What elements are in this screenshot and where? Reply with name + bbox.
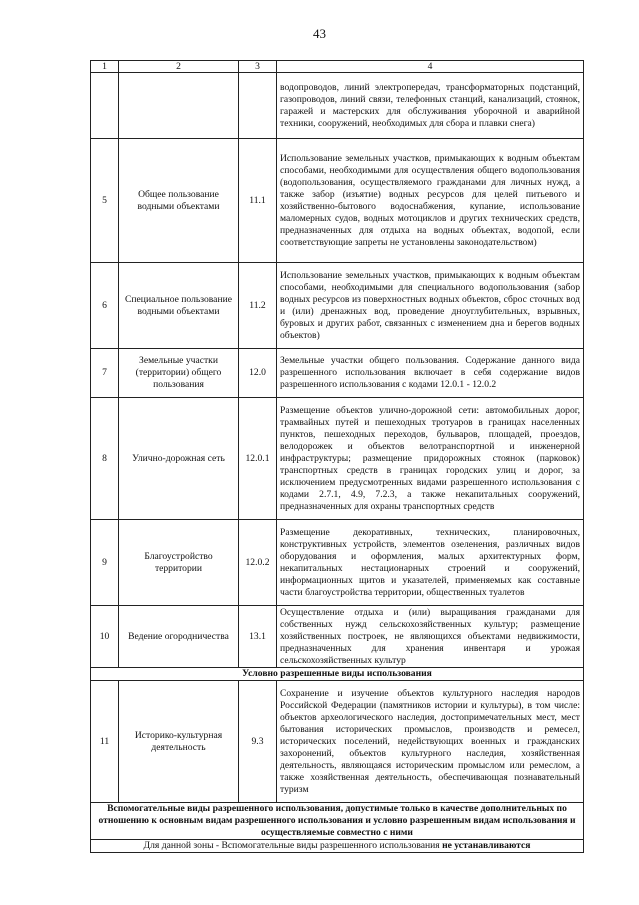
use-name: Общее пользование водными объектами: [119, 139, 239, 263]
use-name: Историко-культурная деятельность: [119, 681, 239, 803]
use-name: Улично-дорожная сеть: [119, 398, 239, 520]
header-col-4: 4: [277, 61, 584, 73]
auxiliary-section-title: Вспомогательные виды разрешенного использования, допустимые только в качестве дополнительных по отношению к основным видам разрешенного использования и условно разрешенным видам использования и осуществляемые совместно с ними: [91, 803, 584, 840]
use-description: Размещение объектов улично-дорожной сети: автомобильных дорог, трамвайных путей и пешеходных тротуаров в границах населенных пунктов, пешеходных переходов, бульваров, площадей, проездов, велодорожек и объектов велотранспортной и инженерной инфраструктуры; размещение придорожных стоянок (парковок) транспортных средств в границах городских улиц и дорог, за исключением предусмотренных видами разрешенного использования с кодами 2.7.1, 4.9, 7.2.3, а также некапитальных сооружений, предназначенных для охраны транспортных средств: [277, 398, 584, 520]
use-code: 12.0.1: [239, 398, 277, 520]
row-number: [91, 73, 119, 139]
auxiliary-note: [91, 840, 584, 853]
use-name: [119, 73, 239, 139]
use-name: Ведение огородничества: [119, 606, 239, 668]
use-code: 11.2: [239, 263, 277, 349]
land-use-table: [90, 60, 584, 853]
row-number: 9: [91, 520, 119, 606]
use-description: водопроводов, линий электропередач, трансформаторных подстанций, газопроводов, линий связи, телефонных станций, канализаций, стоянок, гаражей и мастерских для обслуживания уборочной и аварийной техники, сооружений, необходимых для сбора и плавки снега): [277, 73, 584, 139]
row-number: 5: [91, 139, 119, 263]
use-name: Специальное пользование водными объектами: [119, 263, 239, 349]
header-col-2: 2: [119, 61, 239, 73]
row-number: 7: [91, 349, 119, 398]
use-code: 12.0: [239, 349, 277, 398]
use-code: [239, 73, 277, 139]
use-name: Благоустройство территории: [119, 520, 239, 606]
row-number: 10: [91, 606, 119, 668]
table-row: [91, 681, 584, 803]
table-row: [91, 73, 584, 139]
use-description: Осуществление отдыха и (или) выращивания гражданами для собственных нужд сельскохозяйственных культур; размещение хозяйственных построек, не являющихся объектами недвижимости, предназначенных для хранения инвентаря и урожая сельскохозяйственных культур: [277, 606, 584, 668]
table-row: [91, 520, 584, 606]
auxiliary-title-row: [91, 803, 584, 840]
row-number: 11: [91, 681, 119, 803]
header-col-1: 1: [91, 61, 119, 73]
use-description: Использование земельных участков, примыкающих к водным объектам способами, необходимыми для специального водопользования (забор водных ресурсов из поверхностных водных объектов, сброс сточных вод и (или) дренажных вод, проведение дноуглубительных, взрывных, буровых и других работ, связанных с изменением дна и берегов водных объектов): [277, 263, 584, 349]
table-row: [91, 349, 584, 398]
section-header-row: [91, 668, 584, 681]
auxiliary-note-row: [91, 840, 584, 853]
use-name: Земельные участки (территории) общего пользования: [119, 349, 239, 398]
table-row: [91, 398, 584, 520]
header-col-3: 3: [239, 61, 277, 73]
use-description: Сохранение и изучение объектов культурного наследия народов Российской Федерации (памятников истории и культуры), в том числе: объектов археологического наследия, достопримечательных мест, мест бытования исторических промыслов, производств и ремесел, исторических поселений, недействующих военных и гражданских захоронений, объектов культурного наследия, хозяйственная деятельность, являющаяся историческим промыслом или ремеслом, а также хозяйственная деятельность, обеспечивающая познавательный туризм: [277, 681, 584, 803]
table-row: [91, 139, 584, 263]
use-code: 13.1: [239, 606, 277, 668]
use-description: Земельные участки общего пользования. Содержание данного вида разрешенного использования включает в себя содержание видов разрешенного использования с кодами 12.0.1 - 12.0.2: [277, 349, 584, 398]
use-description: Использование земельных участков, примыкающих к водным объектам способами, необходимыми для осуществления общего водопользования (водопользования, осуществляемого гражданами для личных нужд, а также забор (изъятие) водных ресурсов для целей питьевого и хозяйственно-бытового водоснабжения, купание, использование маломерных судов, водных мотоциклов и других технических средств, предназначенных для отдыха на водных объектах, водопой, если соответствующие запреты не установлены законодательством): [277, 139, 584, 263]
use-code: 12.0.2: [239, 520, 277, 606]
conditional-section-title: Условно разрешенные виды использования: [91, 668, 584, 681]
row-number: 8: [91, 398, 119, 520]
page-number: 43: [313, 26, 326, 41]
table-row: [91, 606, 584, 668]
auxiliary-note-text: Для данной зоны - Вспомогательные виды разрешенного использования: [143, 840, 443, 851]
row-number: 6: [91, 263, 119, 349]
table-row: [91, 263, 584, 349]
table-header-row: [91, 61, 584, 73]
auxiliary-note-emphasis: не устанавливаются: [442, 840, 531, 851]
use-code: 9.3: [239, 681, 277, 803]
use-code: 11.1: [239, 139, 277, 263]
use-description: Размещение декоративных, технических, планировочных, конструктивных устройств, элементов озеленения, различных видов оборудования и оформления, малых архитектурных форм, некапитальных нестационарных строений и сооружений, информационных щитов и указателей, применяемых как составные части благоустройства территории, общественных туалетов: [277, 520, 584, 606]
